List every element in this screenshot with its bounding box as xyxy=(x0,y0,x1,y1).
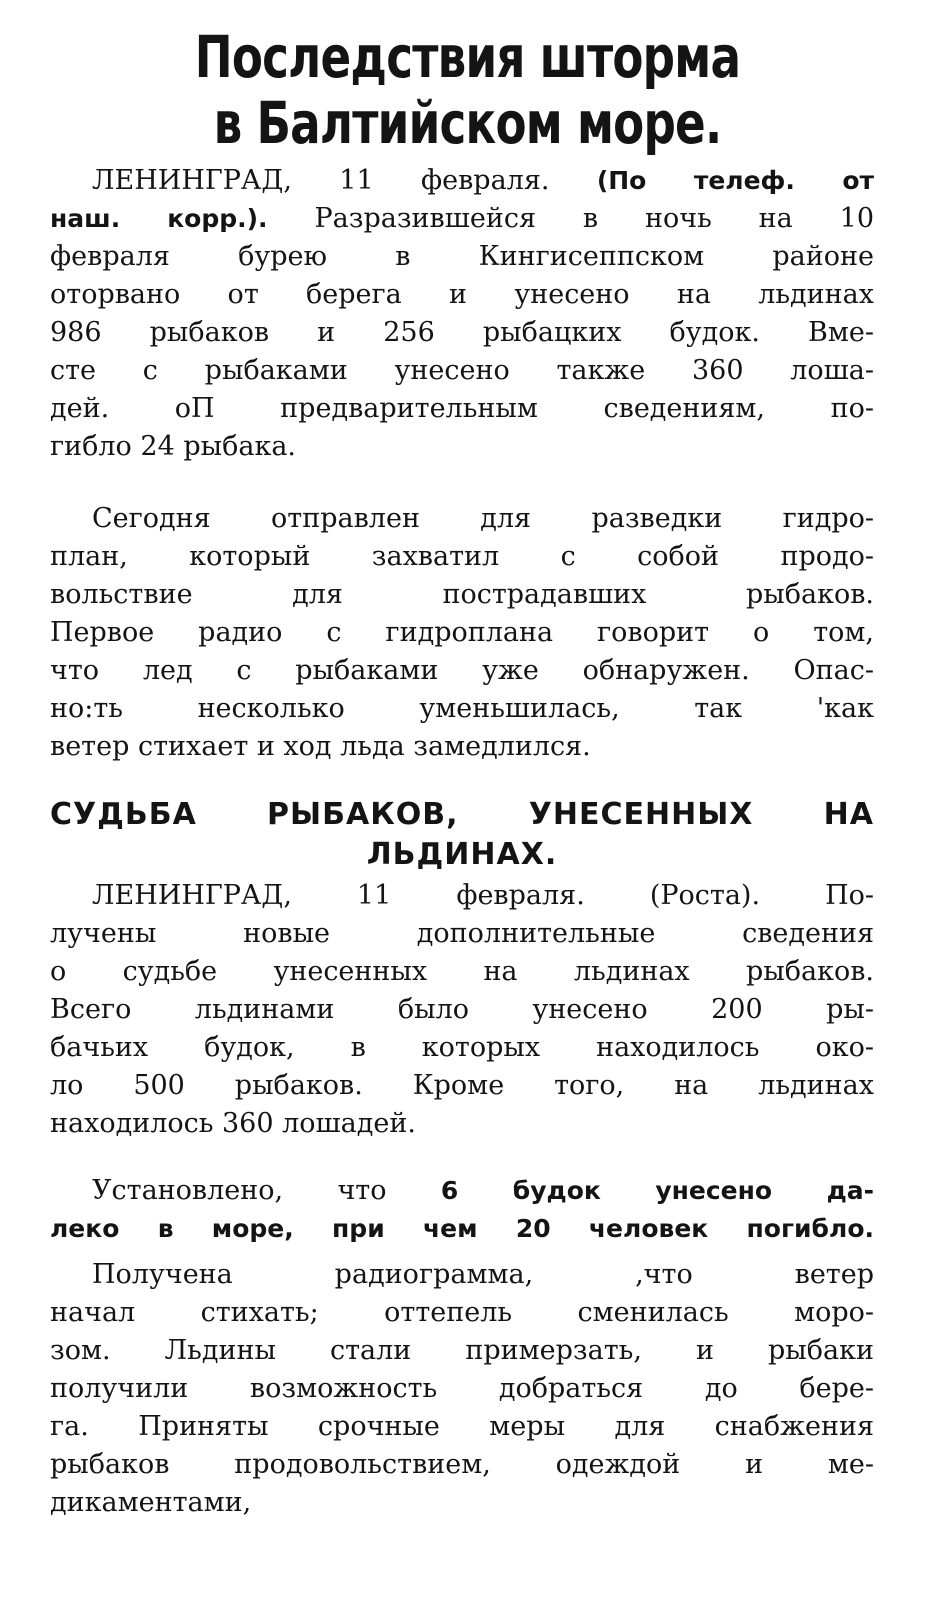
paragraph-3 xyxy=(50,877,874,1143)
text-line: рыбаков продовольствием, одеждой и ме- xyxy=(50,1449,874,1480)
subheading-line: ЛЬДИНАХ. xyxy=(366,837,558,872)
text-line: бачьих будок, в которых находилось око- xyxy=(50,1032,874,1063)
text-line: получили возможность добраться до бере- xyxy=(50,1373,874,1404)
text-line: лучены новые дополнительные сведения xyxy=(50,918,874,949)
text-line: дей. оП предварительным сведениям, по- xyxy=(50,393,874,424)
text-line: 986 рыбаков и 256 рыбацких будок. Вме- xyxy=(50,317,874,348)
text-line: зом. Льдины стали примерзать, и рыбаки xyxy=(50,1335,874,1366)
text-line: вольствие для пострадавших рыбаков. xyxy=(50,579,874,610)
text-line: оторвано от берега и унесено на льдинах xyxy=(50,279,874,310)
text-line: ветер стихает и ход льда замедлился. xyxy=(50,731,591,762)
text-line: но:ть несколько уменьшилась, так 'как xyxy=(50,693,874,724)
dateline: ЛЕНИНГРАД, 11 февраля. xyxy=(92,165,597,196)
paragraph-4 xyxy=(50,1172,874,1248)
text-line: находилось 360 лошадей. xyxy=(50,1108,416,1139)
paragraph-2 xyxy=(50,500,874,766)
headline-line: Последствия шторма xyxy=(194,23,741,91)
text-span: Установлено, что xyxy=(92,1175,441,1206)
text-line: Сегодня отправлен для разведки гидро- xyxy=(92,503,874,534)
text-line: ло 500 рыбаков. Кроме того, на льдинах xyxy=(50,1070,874,1101)
text-line: февраля бурею в Кингисеппском районе xyxy=(50,241,874,272)
text-line: дикаментами, xyxy=(50,1487,252,1518)
headline xyxy=(126,24,809,156)
emphasis: леко в море, при чем 20 человек погибло. xyxy=(50,1214,874,1243)
text-line xyxy=(50,1210,874,1248)
text-line xyxy=(50,1172,874,1210)
text-line: Всего льдинами было унесено 200 ры- xyxy=(50,994,874,1025)
text-line: что лед с рыбаками уже обнаружен. Опас- xyxy=(50,655,874,686)
text-span: Разразившейся в ночь на 10 xyxy=(267,203,874,234)
subheading-line: СУДЬБА РЫБАКОВ, УНЕСЕННЫХ НА xyxy=(50,797,874,832)
headline-line: в Балтийском море. xyxy=(213,89,722,157)
text-line xyxy=(50,162,874,200)
text-line: га. Приняты срочные меры для снабжения xyxy=(50,1411,874,1442)
text-line: ЛЕНИНГРАД, 11 февраля. (Роста). По- xyxy=(92,880,874,911)
subheading xyxy=(50,795,874,875)
source-note: (По телеф. от xyxy=(596,166,874,195)
text-line: начал стихать; оттепель сменилась моро- xyxy=(50,1297,874,1328)
paragraph-5 xyxy=(50,1256,874,1522)
text-line: о судьбе унесенных на льдинах рыбаков. xyxy=(50,956,874,987)
text-line xyxy=(50,200,874,238)
source-note: наш. корр.). xyxy=(50,204,268,233)
text-line: план, который захватил с собой продо- xyxy=(50,541,874,572)
text-line: гибло 24 рыбака. xyxy=(50,431,297,462)
paragraph-1 xyxy=(50,162,874,466)
emphasis: 6 будок унесено да- xyxy=(440,1176,874,1205)
text-line: Первое радио с гидроплана говорит о том, xyxy=(50,617,874,648)
text-line: Получена радиограмма, ,что ветер xyxy=(92,1259,874,1290)
text-line: сте с рыбаками унесено также 360 лоша- xyxy=(50,355,874,386)
